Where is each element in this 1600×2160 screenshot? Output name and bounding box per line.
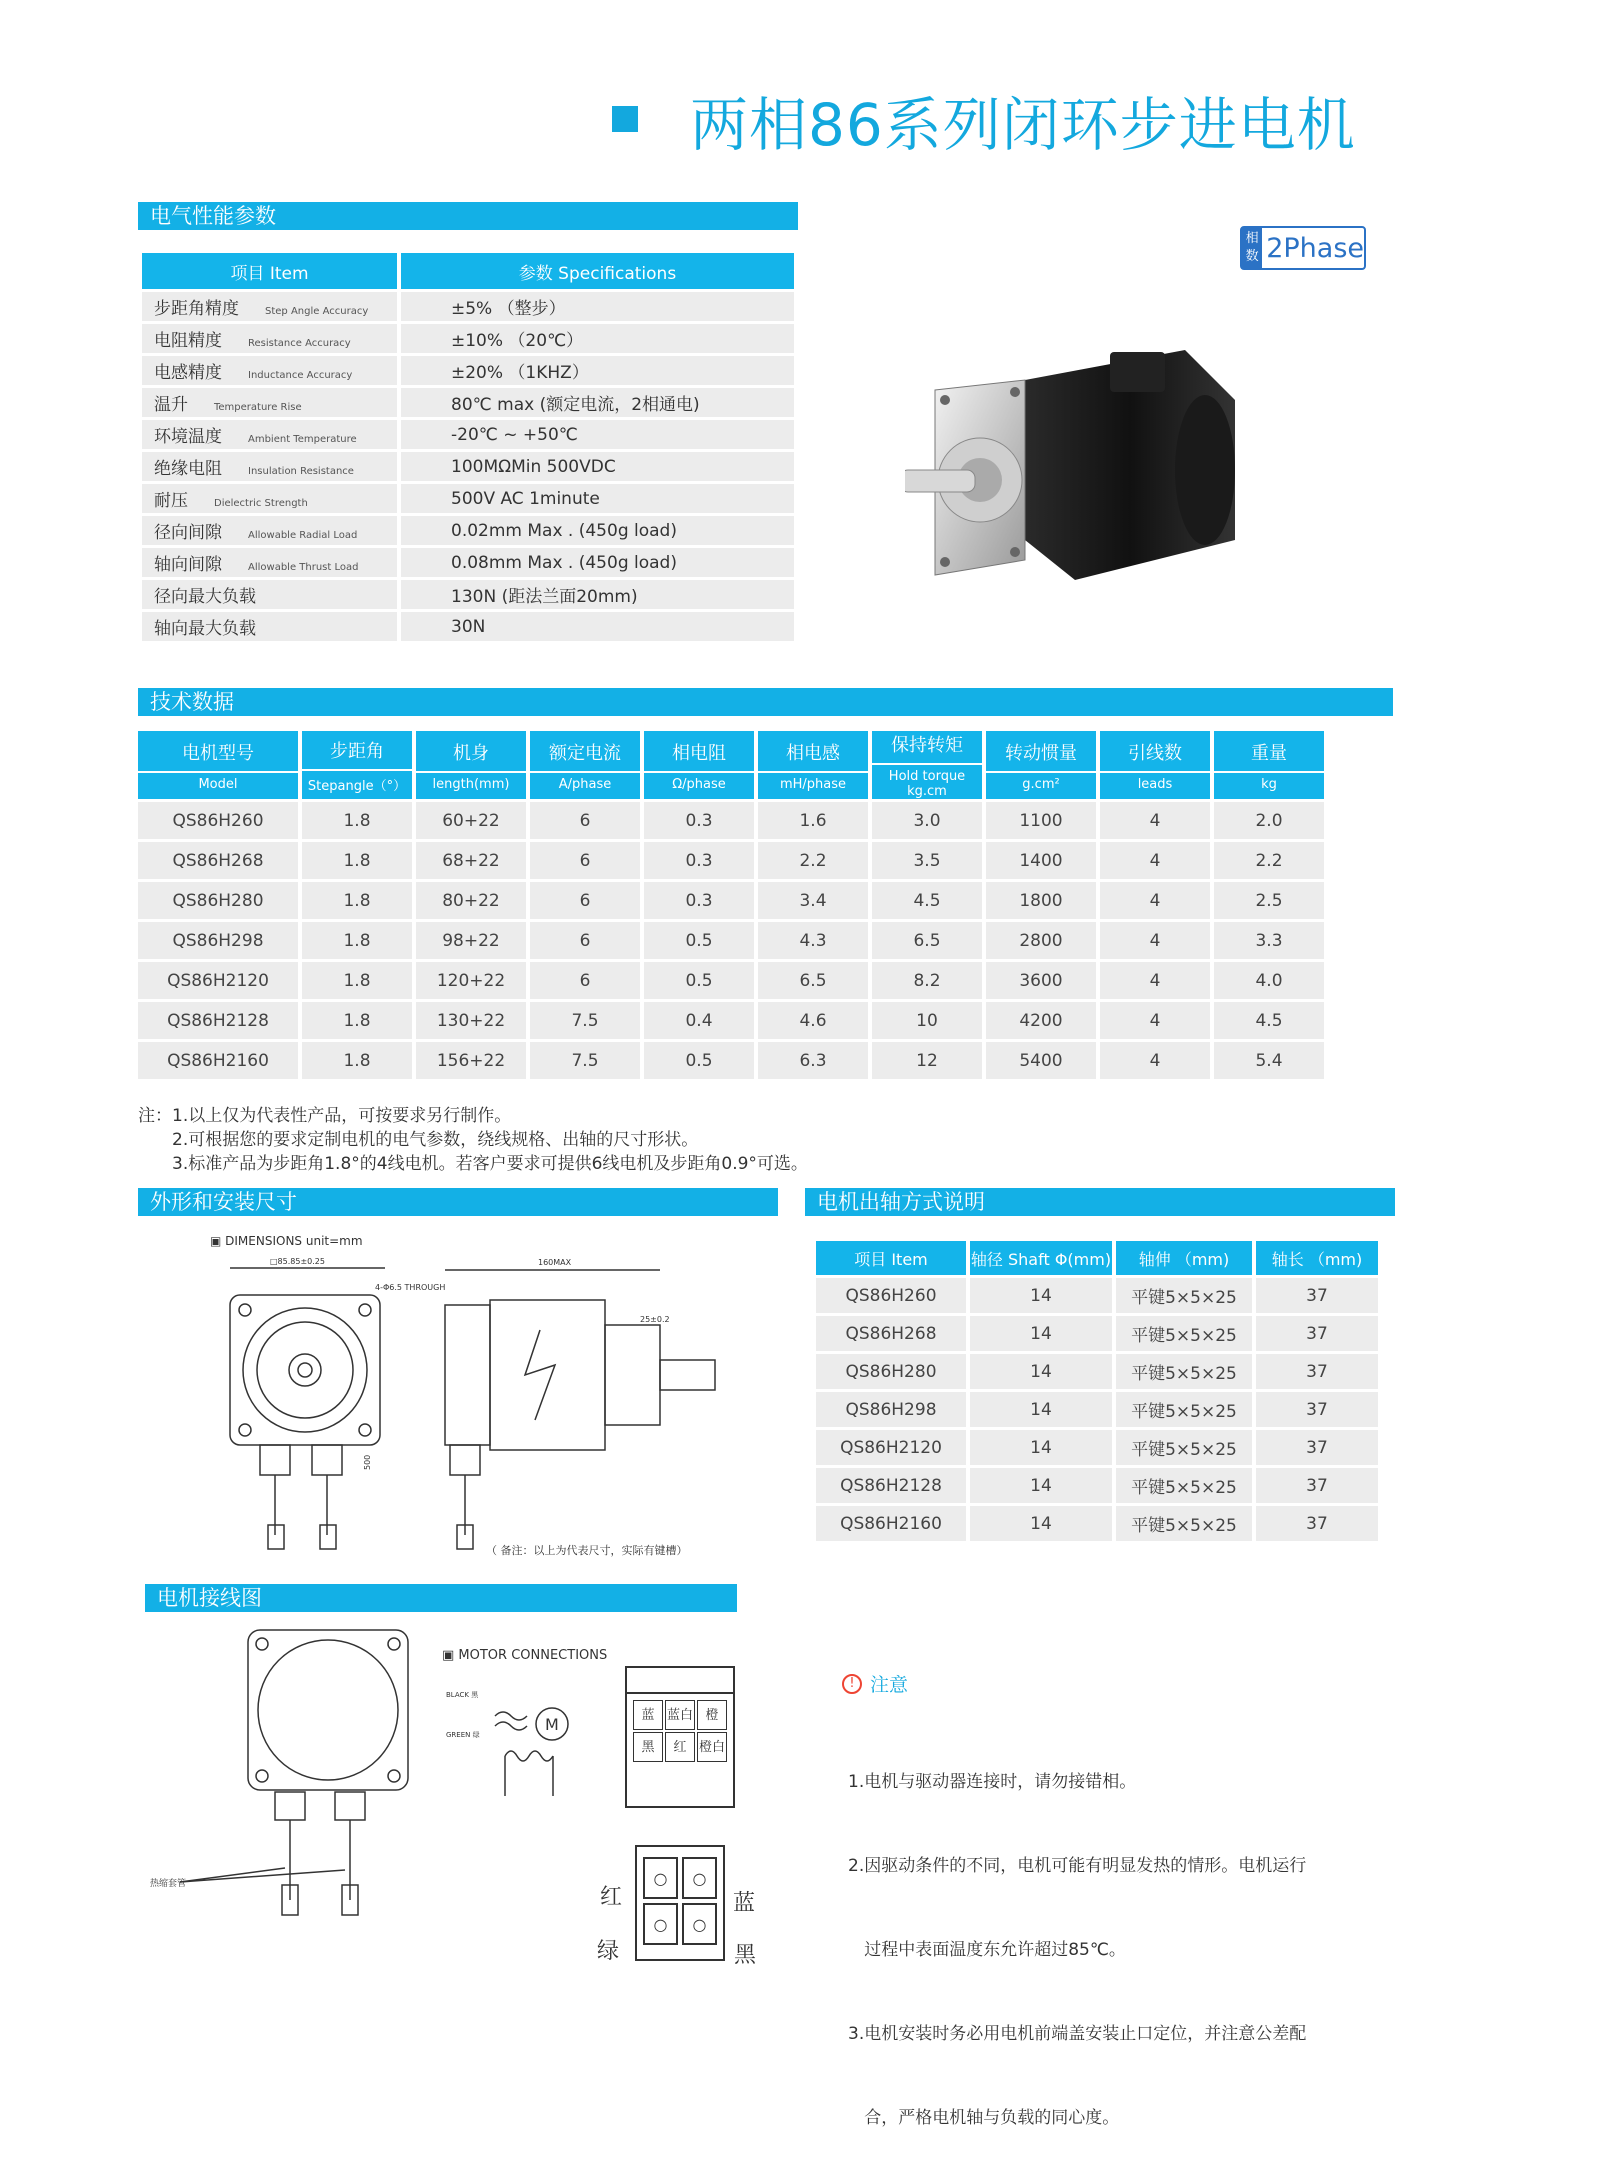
shaft-cell: QS86H268	[816, 1316, 966, 1351]
elec-item-en: Resistance Accuracy	[248, 338, 351, 349]
elec-item	[142, 516, 397, 545]
connector-pin-label: 蓝白	[665, 1700, 695, 1730]
tech-col-en: kg	[1214, 771, 1324, 792]
elec-row	[142, 452, 794, 481]
shaft-col-header: 轴长 （mm)	[1256, 1241, 1378, 1275]
tech-cell: 4	[1100, 1002, 1210, 1039]
elec-value: -20℃ ~ +50℃	[401, 420, 794, 449]
elec-row	[142, 548, 794, 577]
tech-col-cn: 机身	[453, 742, 489, 764]
shaft-cell: 37	[1256, 1278, 1378, 1313]
section-heading-electrical: 电气性能参数	[138, 202, 798, 230]
pin-icon: ○	[682, 1903, 717, 1945]
dimensions-drawing	[200, 1250, 760, 1550]
tech-cell: 4	[1100, 882, 1210, 919]
phase-badge-mini: 相数	[1242, 228, 1262, 268]
caution-list	[848, 1712, 1306, 2160]
shaft-cell: QS86H2120	[816, 1430, 966, 1465]
elec-item	[142, 548, 397, 577]
elec-item-en: Allowable Radial Load	[248, 530, 358, 541]
tech-cell: 130+22	[416, 1002, 526, 1039]
shaft-row	[816, 1278, 1378, 1313]
shaft-cell: 14	[970, 1392, 1112, 1427]
tech-cell: 2800	[986, 922, 1096, 959]
tech-cell: 0.3	[644, 882, 754, 919]
section-heading-shaft: 电机出轴方式说明	[805, 1188, 1395, 1216]
connector-pin-label: 蓝	[633, 1700, 663, 1730]
tech-cell: 4.6	[758, 1002, 868, 1039]
tech-cell: 0.5	[644, 1042, 754, 1079]
tech-cell: QS86H2128	[138, 1002, 298, 1039]
elec-item-cn: 轴向间隙	[154, 555, 222, 575]
shaft-cell: QS86H298	[816, 1392, 966, 1427]
tech-cell: 6.5	[872, 922, 982, 959]
tech-col-cn: 电机型号	[182, 742, 254, 764]
phase-badge	[1240, 226, 1366, 270]
electrical-table	[138, 250, 798, 644]
elec-row	[142, 356, 794, 385]
elec-row	[142, 484, 794, 513]
shaft-cell: 37	[1256, 1468, 1378, 1503]
connector-bottom-grid	[637, 1847, 723, 1955]
tech-cell: 3.3	[1214, 922, 1324, 959]
elec-item-en: Dielectric Strength	[214, 498, 308, 509]
col-spec: 参数 Specifications	[401, 253, 794, 289]
tech-cell: QS86H2160	[138, 1042, 298, 1079]
shaft-cell: 平键5×5×25	[1116, 1506, 1252, 1541]
tech-cell: 1.8	[302, 1002, 412, 1039]
pin-icon: ○	[643, 1857, 678, 1899]
tech-cell: 6	[530, 882, 640, 919]
tech-col-header	[1100, 731, 1210, 799]
connector-grid	[627, 1694, 733, 1768]
elec-item	[142, 388, 397, 417]
connector-pin-label: 红	[665, 1732, 695, 1762]
tech-row	[138, 1002, 1324, 1039]
coil-symbol-icon	[490, 1696, 580, 1806]
shaft-col-header: 轴伸 （mm)	[1116, 1241, 1252, 1275]
section-heading-tech: 技术数据	[138, 688, 1393, 716]
dim-t4: 25±0.2	[640, 1315, 670, 1324]
tech-notes	[138, 1104, 808, 1176]
elec-item-cn: 步距角精度	[154, 299, 239, 319]
tech-col-en: leads	[1100, 771, 1210, 792]
tech-col-en: A/phase	[530, 771, 640, 792]
shaft-cell: 14	[970, 1468, 1112, 1503]
motor-connections-label	[442, 1648, 607, 1663]
elec-value: ±20% （1KHZ）	[401, 356, 794, 385]
elec-item	[142, 452, 397, 481]
tech-cell: 1.6	[758, 802, 868, 839]
tech-cell: 3.0	[872, 802, 982, 839]
tech-row	[138, 1042, 1324, 1079]
tech-col-en: Hold torque kg.cm	[872, 763, 982, 799]
section-heading-dimensions: 外形和安装尺寸	[138, 1188, 778, 1216]
elec-item-en: Inductance Accuracy	[248, 370, 353, 381]
tech-col-header	[1214, 731, 1324, 799]
connector-bottom	[635, 1845, 725, 1961]
connector-pin-label: 橙白	[697, 1732, 727, 1762]
phase-badge-text: 2Phase	[1266, 232, 1364, 264]
tech-cell: 6	[530, 962, 640, 999]
tech-col-en: Model	[138, 771, 298, 792]
caution-item: 2.因驱动条件的不同，电机可能有明显发热的情形。电机运行	[848, 1856, 1307, 1876]
tech-col-cn: 相电阻	[672, 742, 726, 764]
tech-col-header	[986, 731, 1096, 799]
shaft-cell: 37	[1256, 1430, 1378, 1465]
elec-item-cn: 绝缘电阻	[154, 459, 222, 479]
elec-item	[142, 612, 397, 641]
tech-cell: 2.2	[1214, 842, 1324, 879]
shaft-cell: 平键5×5×25	[1116, 1278, 1252, 1313]
tech-col-en: Stepangle（°）	[302, 769, 412, 794]
elec-value: ±10% （20℃）	[401, 324, 794, 353]
tech-cell: 10	[872, 1002, 982, 1039]
tech-col-header	[416, 731, 526, 799]
tech-row	[138, 962, 1324, 999]
tech-cell: 3.4	[758, 882, 868, 919]
tech-col-cn: 引线数	[1128, 742, 1182, 764]
caution-item: 合，严格电机轴与负载的同心度。	[848, 2108, 1120, 2128]
elec-value: 30N	[401, 612, 794, 641]
pin-icon: ○	[643, 1903, 678, 1945]
tech-col-header	[302, 731, 412, 799]
elec-item	[142, 420, 397, 449]
note-1: 注：1.以上仅为代表性产品，可按要求另行制作。	[138, 1106, 512, 1126]
tech-col-cn: 重量	[1251, 742, 1287, 764]
elec-item	[142, 356, 397, 385]
tech-cell: 1.8	[302, 922, 412, 959]
tech-cell: 0.3	[644, 842, 754, 879]
shaft-cell: 37	[1256, 1392, 1378, 1427]
dim-t5: 500	[363, 1454, 372, 1470]
elec-item-en: Temperature Rise	[214, 402, 302, 413]
tech-cell: 7.5	[530, 1002, 640, 1039]
tech-cell: 4	[1100, 962, 1210, 999]
caution-title: 注意	[870, 1674, 909, 1696]
tech-cell: 4	[1100, 802, 1210, 839]
motor-image	[905, 340, 1245, 600]
elec-row	[142, 324, 794, 353]
wiring-motor-drawing	[140, 1620, 460, 1940]
tech-cell: 1100	[986, 802, 1096, 839]
elec-value: 0.02mm Max . (450g load)	[401, 516, 794, 545]
tech-row	[138, 842, 1324, 879]
black-label: BLACK 黑	[446, 1691, 479, 1699]
tech-cell: 4	[1100, 1042, 1210, 1079]
tech-cell: 1.8	[302, 842, 412, 879]
shaft-cell: 14	[970, 1354, 1112, 1389]
dimensions-icon: ▣	[210, 1234, 226, 1248]
connections-icon: ▣	[442, 1648, 459, 1663]
note-3: 3.标准产品为步距角1.8°的4线电机。若客户要求可提供6线电机及步距角0.9°可选。	[172, 1154, 808, 1174]
tech-cell: 7.5	[530, 1042, 640, 1079]
tech-cell: 68+22	[416, 842, 526, 879]
color-black: 黑	[734, 1943, 757, 1968]
elec-value: 130N (距法兰面20mm)	[401, 580, 794, 609]
motor-connections-text: MOTOR CONNECTIONS	[458, 1648, 608, 1663]
color-red: 红	[600, 1885, 623, 1910]
tech-col-cn: 保持转矩	[891, 735, 963, 756]
tech-col-header	[138, 731, 298, 799]
note-2: 2.可根据您的要求定制电机的电气参数，绕线规格、出轴的尺寸形状。	[172, 1130, 699, 1150]
shaft-cell: 37	[1256, 1354, 1378, 1389]
elec-value: 0.08mm Max . (450g load)	[401, 548, 794, 577]
tech-cell: 60+22	[416, 802, 526, 839]
caution-item: 3.电机安装时务必用电机前端盖安装止口定位，并注意公差配	[848, 2024, 1307, 2044]
tech-cell: 6	[530, 922, 640, 959]
shaft-cell: 平键5×5×25	[1116, 1392, 1252, 1427]
elec-item	[142, 484, 397, 513]
tech-cell: 3.5	[872, 842, 982, 879]
caution-item: 过程中表面温度东允许超过85℃。	[848, 1940, 1126, 1960]
shaft-row	[816, 1506, 1378, 1541]
tech-col-en: length(mm)	[416, 771, 526, 792]
tech-cell: 6	[530, 802, 640, 839]
caution-heading	[842, 1670, 908, 1697]
tech-row	[138, 882, 1324, 919]
tech-col-cn: 额定电流	[549, 742, 621, 764]
tech-cell: 5400	[986, 1042, 1096, 1079]
dimensions-note: （ 备注：以上为代表尺寸，实际有键槽）	[486, 1544, 688, 1557]
tech-cell: 4.3	[758, 922, 868, 959]
tech-cell: 2.0	[1214, 802, 1324, 839]
elec-value: ±5% （整步）	[401, 292, 794, 321]
shaft-cell: 平键5×5×25	[1116, 1354, 1252, 1389]
elec-row	[142, 612, 794, 641]
shaft-cell: QS86H2128	[816, 1468, 966, 1503]
elec-row	[142, 420, 794, 449]
elec-row	[142, 292, 794, 321]
shaft-row	[816, 1430, 1378, 1465]
tech-cell: 3600	[986, 962, 1096, 999]
tech-cell: 1800	[986, 882, 1096, 919]
shaft-table	[812, 1238, 1382, 1544]
tech-cell: 1.8	[302, 882, 412, 919]
tech-row	[138, 802, 1324, 839]
tech-col-cn: 相电感	[786, 742, 840, 764]
tech-cell: 0.5	[644, 962, 754, 999]
tech-cell: 12	[872, 1042, 982, 1079]
tech-cell: 98+22	[416, 922, 526, 959]
tech-cell: QS86H280	[138, 882, 298, 919]
tech-col-en: mH/phase	[758, 771, 868, 792]
tech-cell: 156+22	[416, 1042, 526, 1079]
elec-item-cn: 耐压	[154, 491, 188, 511]
tech-cell: 1.8	[302, 802, 412, 839]
tech-cell: 2.2	[758, 842, 868, 879]
heat-shrink-label: 热缩套管	[150, 1879, 187, 1889]
tech-cell: 1400	[986, 842, 1096, 879]
green-label: GREEN 绿	[446, 1731, 480, 1739]
shaft-col-header: 项目 Item	[816, 1241, 966, 1275]
tech-cell: QS86H260	[138, 802, 298, 839]
elec-item-en: Ambient Temperature	[248, 434, 357, 445]
tech-cell: 120+22	[416, 962, 526, 999]
title-square-icon	[612, 106, 638, 132]
tech-cell: 4200	[986, 1002, 1096, 1039]
elec-item-en: Insulation Resistance	[248, 466, 354, 477]
tech-col-cn: 步距角	[330, 740, 384, 762]
tech-cell: 1.8	[302, 962, 412, 999]
tech-cell: QS86H2120	[138, 962, 298, 999]
elec-row	[142, 516, 794, 545]
shaft-cell: 平键5×5×25	[1116, 1430, 1252, 1465]
tech-cell: 4.5	[1214, 1002, 1324, 1039]
pin-icon: ○	[682, 1857, 717, 1899]
section-heading-wiring: 电机接线图	[145, 1584, 737, 1612]
shaft-cell: QS86H2160	[816, 1506, 966, 1541]
tech-cell: 6.3	[758, 1042, 868, 1079]
tech-col-header	[758, 731, 868, 799]
shaft-cell: 37	[1256, 1506, 1378, 1541]
tech-row	[138, 922, 1324, 959]
tech-cell: QS86H298	[138, 922, 298, 959]
tech-cell: 6.5	[758, 962, 868, 999]
shaft-cell: 平键5×5×25	[1116, 1316, 1252, 1351]
tech-cell: 0.3	[644, 802, 754, 839]
elec-item	[142, 292, 397, 321]
dimensions-label-text: DIMENSIONS unit=mm	[225, 1234, 363, 1248]
connector-top	[625, 1666, 735, 1808]
color-blue: 蓝	[733, 1891, 756, 1916]
elec-item-en: Allowable Thrust Load	[248, 562, 359, 573]
elec-value: 100MΩMin 500VDC	[401, 452, 794, 481]
elec-item-cn: 径向最大负载	[154, 587, 256, 607]
elec-item-cn: 径向间隙	[154, 523, 222, 543]
elec-item	[142, 580, 397, 609]
tech-cell: 5.4	[1214, 1042, 1324, 1079]
elec-item-cn: 轴向最大负载	[154, 619, 256, 639]
tech-cell: 4	[1100, 922, 1210, 959]
shaft-row	[816, 1316, 1378, 1351]
dimensions-label	[210, 1234, 363, 1248]
shaft-cell: 14	[970, 1430, 1112, 1465]
elec-item-en: Step Angle Accuracy	[265, 306, 369, 317]
col-item: 项目 Item	[142, 253, 397, 289]
dim-t3: 160MAX	[538, 1258, 572, 1267]
connector-pin-label: 橙	[697, 1700, 727, 1730]
shaft-cell: 平键5×5×25	[1116, 1468, 1252, 1503]
elec-item	[142, 324, 397, 353]
connector-top-latch	[627, 1668, 733, 1694]
tech-col-en: Ω/phase	[644, 771, 754, 792]
tech-col-header	[530, 731, 640, 799]
tech-cell: 8.2	[872, 962, 982, 999]
shaft-cell: 14	[970, 1278, 1112, 1313]
tech-col-header	[644, 731, 754, 799]
shaft-row	[816, 1392, 1378, 1427]
tech-cell: 4.0	[1214, 962, 1324, 999]
svg-text:M: M	[545, 1715, 559, 1734]
tech-col-header	[872, 731, 982, 799]
elec-value: 80℃ max (额定电流，2相通电)	[401, 388, 794, 417]
tech-cell: 1.8	[302, 1042, 412, 1079]
shaft-row	[816, 1354, 1378, 1389]
shaft-row	[816, 1468, 1378, 1503]
tech-cell: 4	[1100, 842, 1210, 879]
elec-item-cn: 温升	[154, 395, 188, 415]
warning-icon: !	[842, 1674, 862, 1694]
elec-row	[142, 388, 794, 417]
shaft-col-header: 轴径 Shaft Φ(mm)	[970, 1241, 1112, 1275]
elec-item-cn: 电阻精度	[154, 331, 222, 351]
tech-cell: 80+22	[416, 882, 526, 919]
shaft-cell: 37	[1256, 1316, 1378, 1351]
shaft-cell: QS86H280	[816, 1354, 966, 1389]
tech-cell: 2.5	[1214, 882, 1324, 919]
elec-value: 500V AC 1minute	[401, 484, 794, 513]
tech-col-en: g.cm²	[986, 771, 1096, 792]
dim-t1: □85.85±0.25	[270, 1257, 325, 1266]
dim-t2: 4-Φ6.5 THROUGH	[375, 1283, 446, 1292]
tech-cell: 0.4	[644, 1002, 754, 1039]
tech-cell: QS86H268	[138, 842, 298, 879]
tech-col-cn: 转动惯量	[1005, 742, 1077, 764]
tech-cell: 0.5	[644, 922, 754, 959]
connector-pin-label: 黑	[633, 1732, 663, 1762]
tech-cell: 6	[530, 842, 640, 879]
caution-item: 1.电机与驱动器连接时，请勿接错相。	[848, 1772, 1137, 1792]
color-green: 绿	[597, 1939, 620, 1964]
shaft-cell: 14	[970, 1316, 1112, 1351]
shaft-cell: QS86H260	[816, 1278, 966, 1313]
page-title: 两相86系列闭环步进电机	[690, 91, 1356, 159]
tech-table	[134, 728, 1328, 1082]
shaft-cell: 14	[970, 1506, 1112, 1541]
elec-item-cn: 电感精度	[154, 363, 222, 383]
elec-row	[142, 580, 794, 609]
tech-cell: 4.5	[872, 882, 982, 919]
elec-item-cn: 环境温度	[154, 427, 222, 447]
